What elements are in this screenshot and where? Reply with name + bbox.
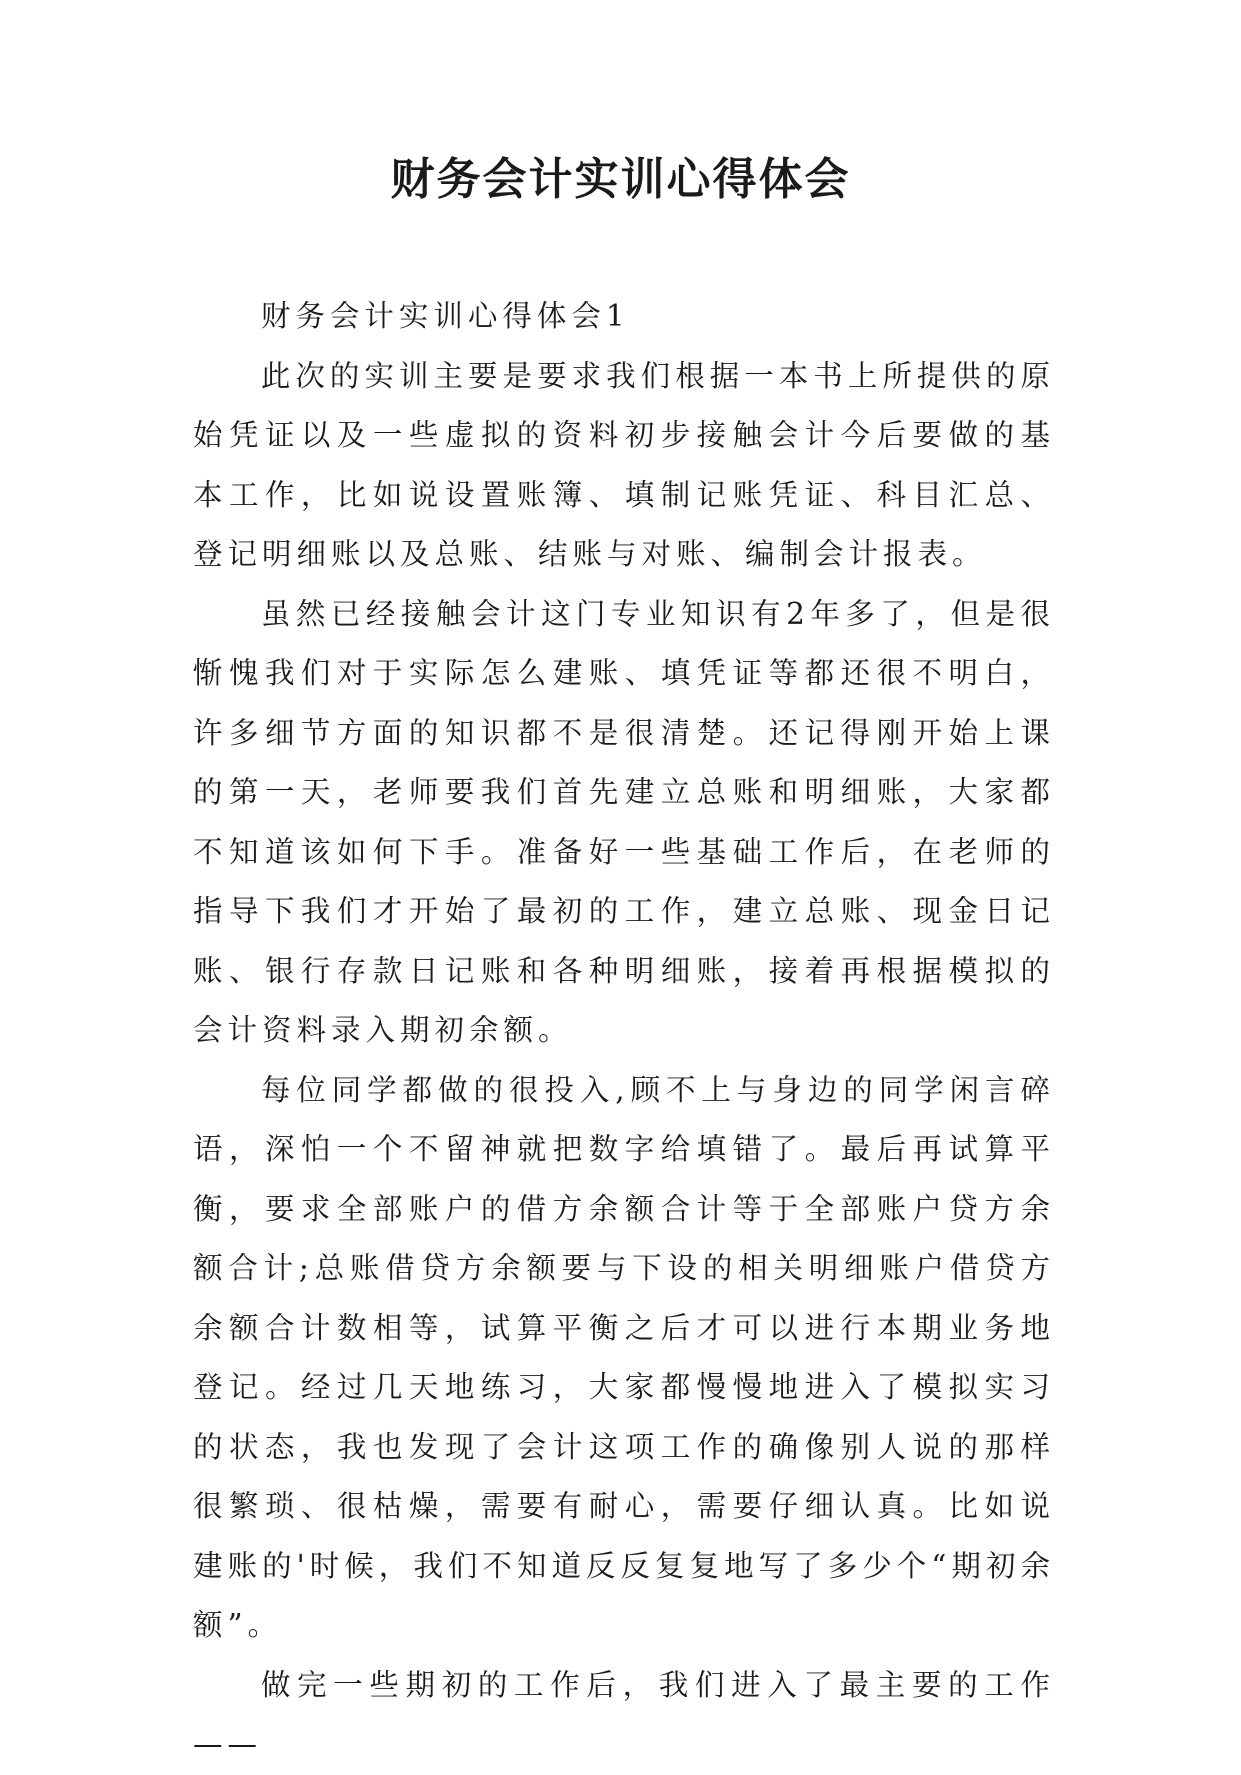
section-heading: 财务会计实训心得体会1 [260,299,630,333]
paragraph: 每位同学都做的很投入,顾不上与身边的同学闲言碎语，深怕一个不留神就把数字给填错了。最后再试算平衡，要求全部账户的借方余额合计等于全部账户贷方余额合计;总账借贷方余额要与下设的相关明细账户借贷方余额合计数相等，试算平衡之后才可以进行本期业务地登记。经过几天地练习，大家都慢慢地进入了模拟实习的状态，我也发现了会计这项工作的确像别人说的那样很繁琐、很枯燥，需要有耐心，需要仔细认真。比如说建账的'时候，我们不知道反反复复地写了多少个“期初余额”。 [193,1072,1055,1642]
paragraph: 做完一些期初的工作后，我们进入了最主要的工作—— [193,1667,1055,1761]
paragraph: 虽然已经接触会计这门专业知识有2年多了，但是很惭愧我们对于实际怎么建账、填凭证等都还很不明白，许多细节方面的知识都不是很清楚。还记得刚开始上课的第一天，老师要我们首先建立总账和明细账，大家都不知道该如何下手。准备好一些基础工作后，在老师的指导下我们才开始了最初的工作，建立总账、现金日记账、银行存款日记账和各种明细账，接着再根据模拟的会计资料录入期初余额。 [193,596,1055,1047]
paragraph: 此次的实训主要是要求我们根据一本书上所提供的原始凭证以及一些虚拟的资料初步接触会计今后要做的基本工作，比如说设置账簿、填制记账凭证、科目汇总、登记明细账以及总账、结账与对账、编制会计报表。 [193,358,1055,571]
document-title: 财务会计实训心得体会 [390,154,851,205]
document-body [193,287,1055,1775]
